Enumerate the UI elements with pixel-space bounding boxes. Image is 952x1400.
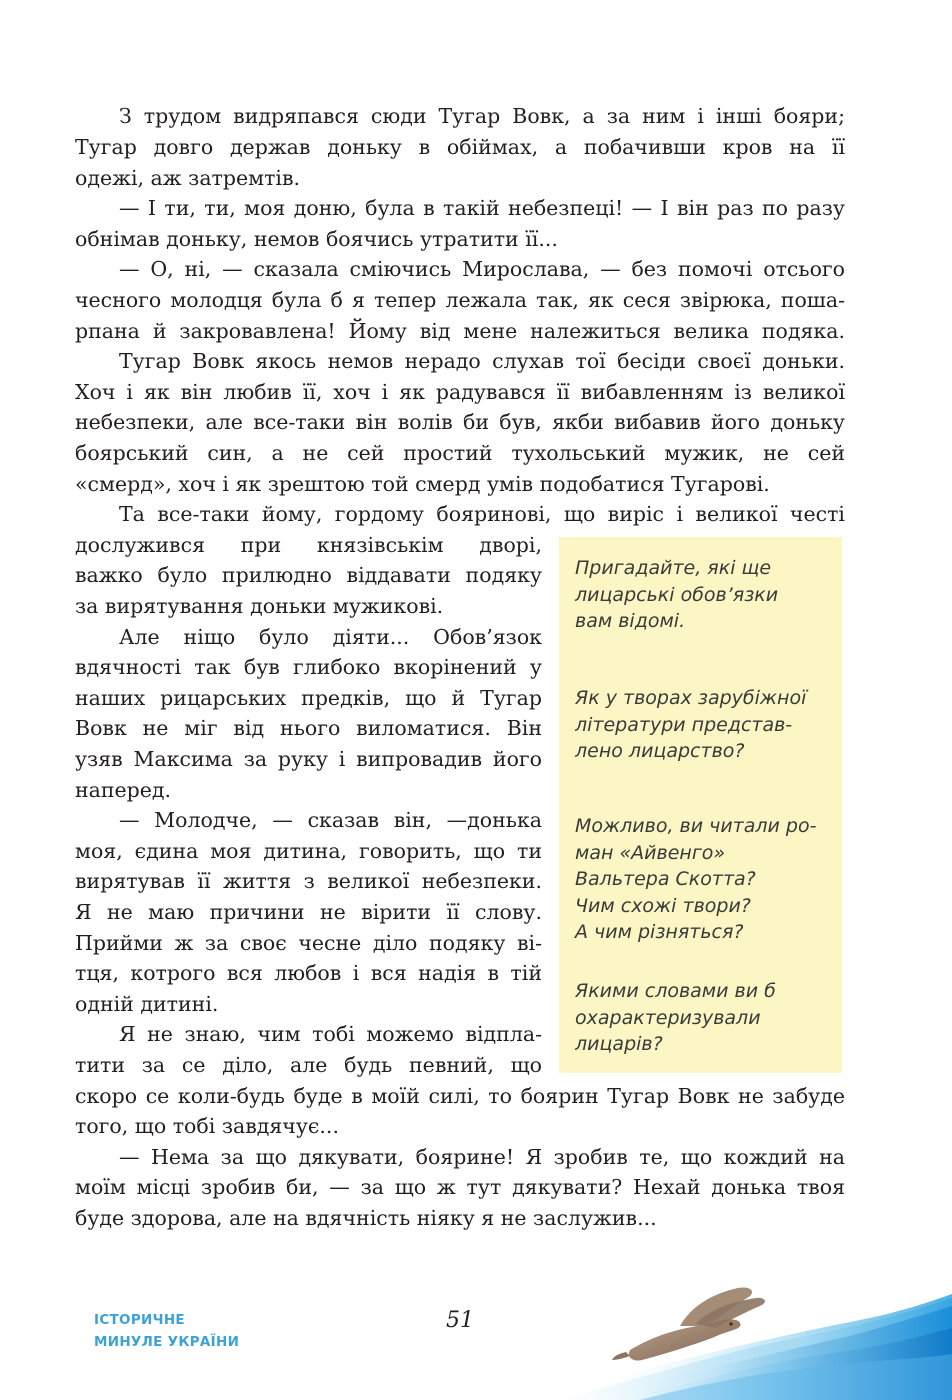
body-line: тити за се діло, але будь певний, що (75, 1053, 542, 1077)
body-line: того, що тобі завдячує... (75, 1114, 339, 1138)
sidebar-question: Як у творах зарубіжної літератури представ- лено лицарство? (575, 687, 807, 762)
body-line: вдячності так був глибоко вкорінений у (75, 655, 542, 679)
body-line: Прийми ж за своє чесне діло подяку ві- (75, 931, 542, 955)
body-line: моя, єдина моя дитина, говорить, що ти (75, 839, 542, 863)
body-line: вирятував її життя з великої небезпеки. (75, 869, 542, 893)
body-line: одежі, аж затремтів. (75, 166, 301, 190)
body-line: за вирятування доньки мужикові. (75, 594, 444, 618)
sidebar-question: Якими словами ви б охарактеризували лицарів? (575, 980, 776, 1055)
body-line: рпана й закровавлена! Йому від мене належиться велика подяка. (75, 319, 845, 343)
body-line: моїм місці зробив би, — за що ж тут дякувати? Нехай донька твоя (75, 1175, 845, 1199)
body-line: — Молодче, — сказав він, —донька (119, 808, 542, 832)
dove-illustration (560, 1280, 952, 1400)
body-line: наших рицарських предків, що й Тугар (75, 686, 542, 710)
body-line: — О, ні, — сказала сміючись Мирослава, — без помочі отсього (119, 257, 845, 281)
sidebar-question: Можливо, ви читали ро- ман «Айвенго» Вальтера Скотта? Чим схожі твори? А чим різняться? (575, 815, 817, 943)
section-title-line1: ІСТОРИЧНЕ (94, 1312, 185, 1328)
body-line: скоро се коли-будь буде в моїй силі, то боярин Тугар Вовк не забуде (75, 1084, 845, 1108)
body-line: обнімав доньку, немов боячись утратити її... (75, 227, 558, 251)
section-title-line2: МИНУЛЕ УКРАЇНИ (94, 1334, 240, 1350)
body-line: дослужився при князівськім дворі, (75, 533, 542, 557)
body-line: Хоч і як він любив її, хоч і як радувався її вибавленням із великої (75, 380, 845, 404)
body-line: буде здорова, але на вдячність ніяку я не заслужив... (75, 1206, 657, 1230)
body-line: узяв Максима за руку і випровадив його (75, 747, 542, 771)
body-line: Та все-таки йому, гордому бояринові, що виріс і великої честі (119, 502, 845, 526)
body-line: З трудом видряпався сюди Тугар Вовк, а за ним і інші бояри; (119, 104, 845, 128)
body-line: чесного молодця була б я тепер лежала так, як сеся звірюка, поша- (75, 288, 845, 312)
body-line: Тугар Вовк якось немов нерадо слухав тої бесіди своєї доньки. (119, 349, 845, 373)
body-line: важко було прилюдно віддавати подяку (75, 563, 542, 587)
body-line: «смерд», хоч і як зрештою той смерд умів подобатися Тугарові. (75, 472, 770, 496)
body-line: Але ніщо було діяти... Обов’язок (119, 625, 542, 649)
body-line: Тугар довго держав доньку в обіймах, а побачивши кров на її (75, 135, 845, 159)
body-line: Вовк не міг від нього виломатися. Він (75, 716, 542, 740)
page-number: 51 (446, 1308, 474, 1333)
body-line: Я не знаю, чим тобі можемо відпла- (119, 1022, 542, 1046)
body-line: тця, котрого вся любов і вся надія в тій (75, 961, 542, 985)
body-line: Я не маю причини не вірити її слову. (75, 900, 542, 924)
body-line: небезпеки, але все-таки він волів би був, якби вибавив його доньку (75, 410, 845, 434)
body-line: наперед. (75, 778, 172, 802)
body-line: — І ти, ти, моя доню, була в такій небезпеці! — І він раз по разу (119, 196, 845, 220)
body-line: — Нема за що дякувати, боярине! Я зробив те, що кождий на (119, 1145, 845, 1169)
body-line: боярський син, а не сей простий тухольський мужик, не сей (75, 441, 845, 465)
sidebar-question: Пригадайте, які ще лицарські обов’язки вам відомі. (575, 557, 779, 632)
body-line: одній дитині. (75, 992, 219, 1016)
